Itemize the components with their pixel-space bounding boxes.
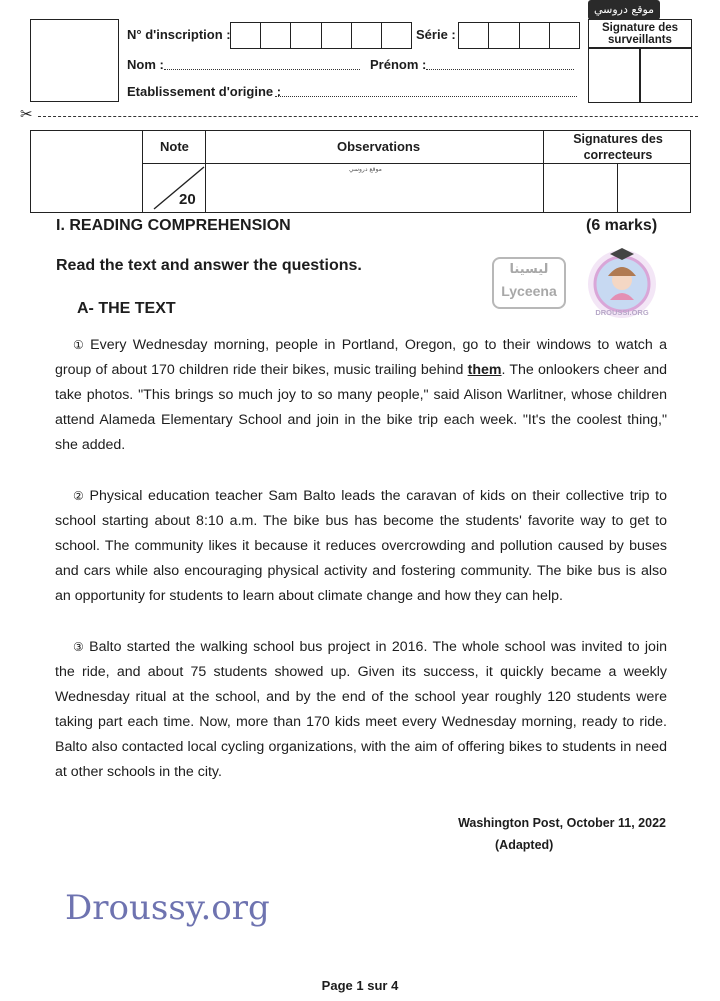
serie-boxes[interactable] bbox=[458, 22, 580, 49]
nom-field[interactable] bbox=[164, 69, 360, 70]
watermark: Droussy.org bbox=[65, 888, 270, 928]
paragraph-1: ① Every Wednesday morning, people in Portland, Oregon, go to their windows to watch a group of about 170 children ride their bikes, music trailing behind them. The onlookers cheer and take photos. "This brings so much joy to so many people," said Alison Warlitner, whose children attend Alameda Elementary School and join in the bike trip each week. "It's the coolest thing," she added. bbox=[55, 337, 668, 453]
prenom-field[interactable] bbox=[426, 69, 574, 70]
paragraph-2: ② Physical education teacher Sam Balto leads the caravan of kids on their collective trip to school starting about 8:10 a.m. The bike bus has become the students' favorite way to get to school. The community likes it because it reduces overcrowding and pollution caused by buses and cars while also encouraging physical activity and fostering community. The bike bus is also an opportunity for students to learn about climate change and how they can help. bbox=[55, 488, 667, 604]
inscription-boxes[interactable] bbox=[230, 22, 412, 49]
lyceena-latin: Lyceena bbox=[501, 283, 557, 299]
paragraph-2-number: ② bbox=[73, 489, 86, 503]
section-marks: (6 marks) bbox=[586, 217, 658, 234]
surveillants-box bbox=[588, 19, 692, 103]
instruction: Read the text and answer the questions. bbox=[56, 257, 362, 274]
page-footer: Page 1 sur 4 bbox=[321, 978, 399, 993]
note-label: Note bbox=[160, 139, 189, 154]
scissors-icon: ✂ bbox=[20, 105, 33, 123]
page-total: 4 bbox=[391, 978, 399, 993]
etablissement-field[interactable] bbox=[275, 96, 577, 97]
underlined-them: them bbox=[467, 362, 502, 378]
paragraph-3: ③ Balto started the walking school bus project in 2016. The whole school was invited to join the ride, and about 75 students showed up. Given its success, it quickly became a weekly Wednesday ritual at the school, and by the end of the school year roughly 120 students were taking part each time. Now, more than 170 kids meet every Wednesday morning, ready to ride. Balto also contacted local cycling organizations, with the aim of offering bikes to students in need at other schools in the city. bbox=[55, 639, 667, 780]
droussi-logo bbox=[578, 246, 666, 326]
prenom-label: Prénom : bbox=[370, 57, 427, 72]
lyceena-logo bbox=[492, 257, 566, 309]
nom-label: Nom : bbox=[127, 57, 164, 72]
section-title: I. READING COMPREHENSION bbox=[56, 217, 291, 234]
correcteurs-label: Signatures des correcteurs bbox=[573, 132, 663, 162]
note-diagonal bbox=[142, 163, 206, 213]
paragraph-1-number: ① bbox=[73, 338, 87, 352]
droussi-label: DROUSSI.ORG bbox=[595, 308, 649, 317]
surveillants-label: Signature des surveillants bbox=[601, 22, 679, 46]
lyceena-arabic: ليسينا bbox=[509, 262, 549, 277]
observations-label: Observations bbox=[337, 139, 421, 154]
page-number: 1 bbox=[356, 978, 364, 993]
source-publication: Washington Post, October 11, 2022 bbox=[458, 816, 666, 830]
photo-box bbox=[30, 19, 119, 102]
serie-label: Série : bbox=[416, 27, 456, 42]
note-total: 20 bbox=[179, 191, 196, 208]
etablissement-label: Etablissement d'origine : bbox=[127, 84, 282, 99]
source-adapted: (Adapted) bbox=[495, 838, 554, 852]
paragraph-3-number: ③ bbox=[73, 640, 86, 654]
cut-line bbox=[38, 116, 698, 117]
inscription-label: N° d'inscription : bbox=[127, 27, 231, 42]
small-mark: موقع دروسي bbox=[349, 166, 382, 173]
corner-badge: موقع دروسي bbox=[588, 0, 660, 20]
text-subtitle: A- THE TEXT bbox=[77, 300, 176, 317]
